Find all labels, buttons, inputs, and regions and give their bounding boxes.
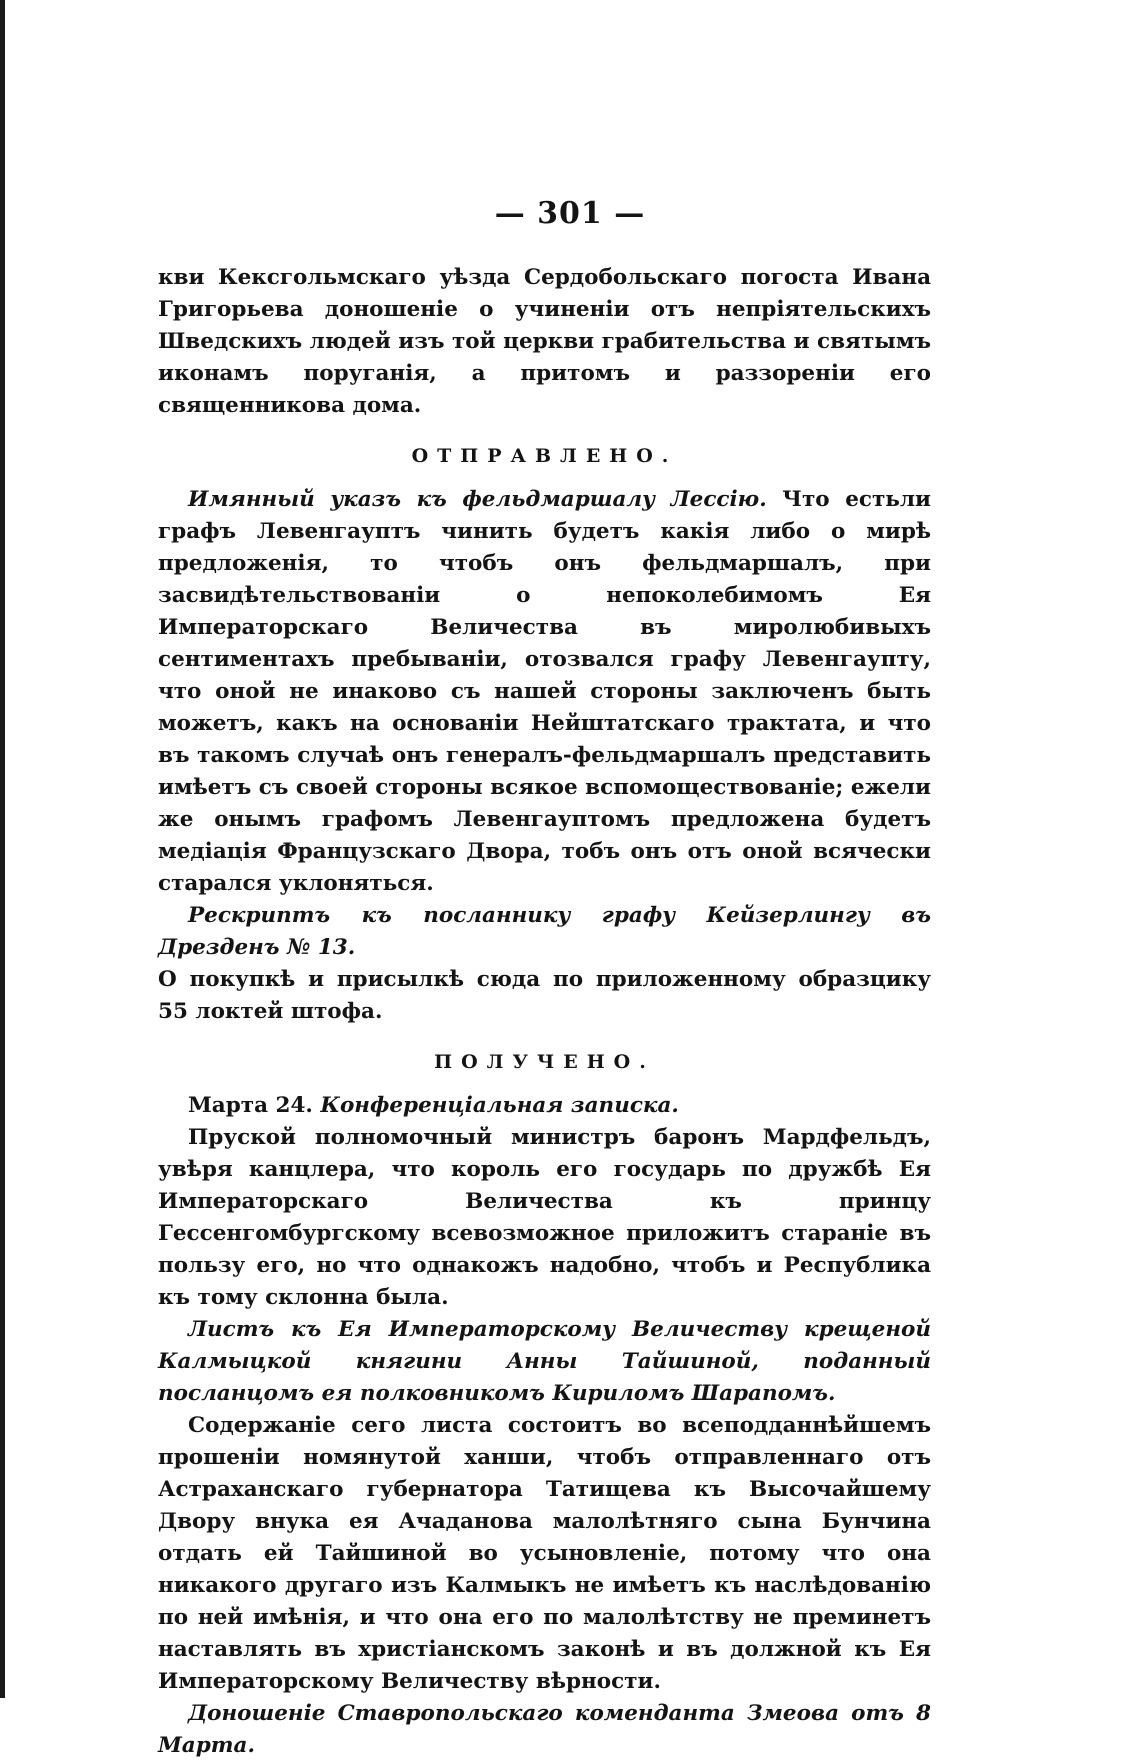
text-column [158, 262, 931, 1762]
letter-text: Содержаніе сего листа состоитъ во всеподданнѣйшемъ прошеніи номянутой ханши, чтобъ отправленнаго отъ Астраханскаго губернатора Татищева къ Высочайшему Двору внука ея Ачаданова малолѣтняго сына Бунчина отдать ей Тайшиной во усыновленіе, потому что она никакого другаго изъ Калмыкъ не имѣетъ къ наслѣдованію по ней имѣнія, и что она его по малолѣтству не преминетъ наставлять въ христіанскомъ законѣ и въ должной къ Ея Императорскому Величеству вѣрности. [158, 1413, 931, 1694]
rescript-title: Рескриптъ къ посланнику графу Кейзерлингу въ Дрезденъ № 13. [158, 903, 931, 960]
conference-text: Пруской полномочный министръ баронъ Мардфельдъ, увѣря канцлера, что король его государь по дружбѣ Ея Императорскаго Величества къ принцу Гессенгомбургскому всевозможное приложитъ стараніе въ пользу его, но что однакожъ надобно, чтобъ и Республика къ тому склонна была. [158, 1125, 931, 1310]
ukaz-title: Имянный указъ къ фельдмаршалу Лессію. [188, 487, 767, 512]
march-date: Марта 24. [188, 1093, 313, 1118]
heading-received: ПОЛУЧЕНО. [434, 1051, 655, 1073]
paragraph-church-report: кви Кексгольмскаго уѣзда Сердобольскаго погоста Ивана Григорьева доношеніе о учиненіи отъ непріятельскихъ Шведскихъ людей изъ той церкви грабительства и святымъ иконамъ поруганія, а притомъ и раззореніи его священникова дома. [158, 265, 931, 418]
ukaz-text: Что естьли графъ Левенгауптъ чинить будетъ какія либо о мирѣ предложенія, то чтобъ онъ фельдмаршалъ, при засвидѣтельствованіи о непоколебимомъ Ея Императорскаго Величества въ миролюбивыхъ сентиментахъ пребываніи, отозвался графу Левенгаупту, что оной не инаково съ нашей стороны заключенъ быть можетъ, какъ на основаніи Нейштатскаго трактата, и что въ такомъ случаѣ онъ генералъ-фельдмаршалъ представить имѣетъ съ своей стороны всякое вспомоществованіе; ежели же онымъ графомъ Левенгауптомъ предложена будетъ медіація Французскаго Двора, тобъ онъ отъ оной всячески старался уклоняться. [158, 487, 931, 896]
rescript-text: О покупкѣ и присылкѣ сюда по приложенному образцику 55 локтей штофа. [158, 967, 931, 1024]
heading-sent: ОТПРАВЛЕНО. [411, 445, 678, 467]
letter-title: Листъ къ Ея Императорскому Величеству крещеной Калмыцкой княгини Анны Тайшиной, поданный посланцомъ ея полковникомъ Кириломъ Шарапомъ. [158, 1317, 931, 1406]
page-binding-edge [0, 0, 5, 1698]
paragraph-conference-title [158, 1090, 931, 1122]
conference-title: Конференціальная записка. [312, 1093, 679, 1118]
last-report-title: Доношеніе Ставропольскаго коменданта Змеова отъ 8 Марта. [158, 1701, 931, 1758]
paragraph-ukaz [158, 484, 931, 900]
page-number: — 301 — [494, 196, 646, 231]
